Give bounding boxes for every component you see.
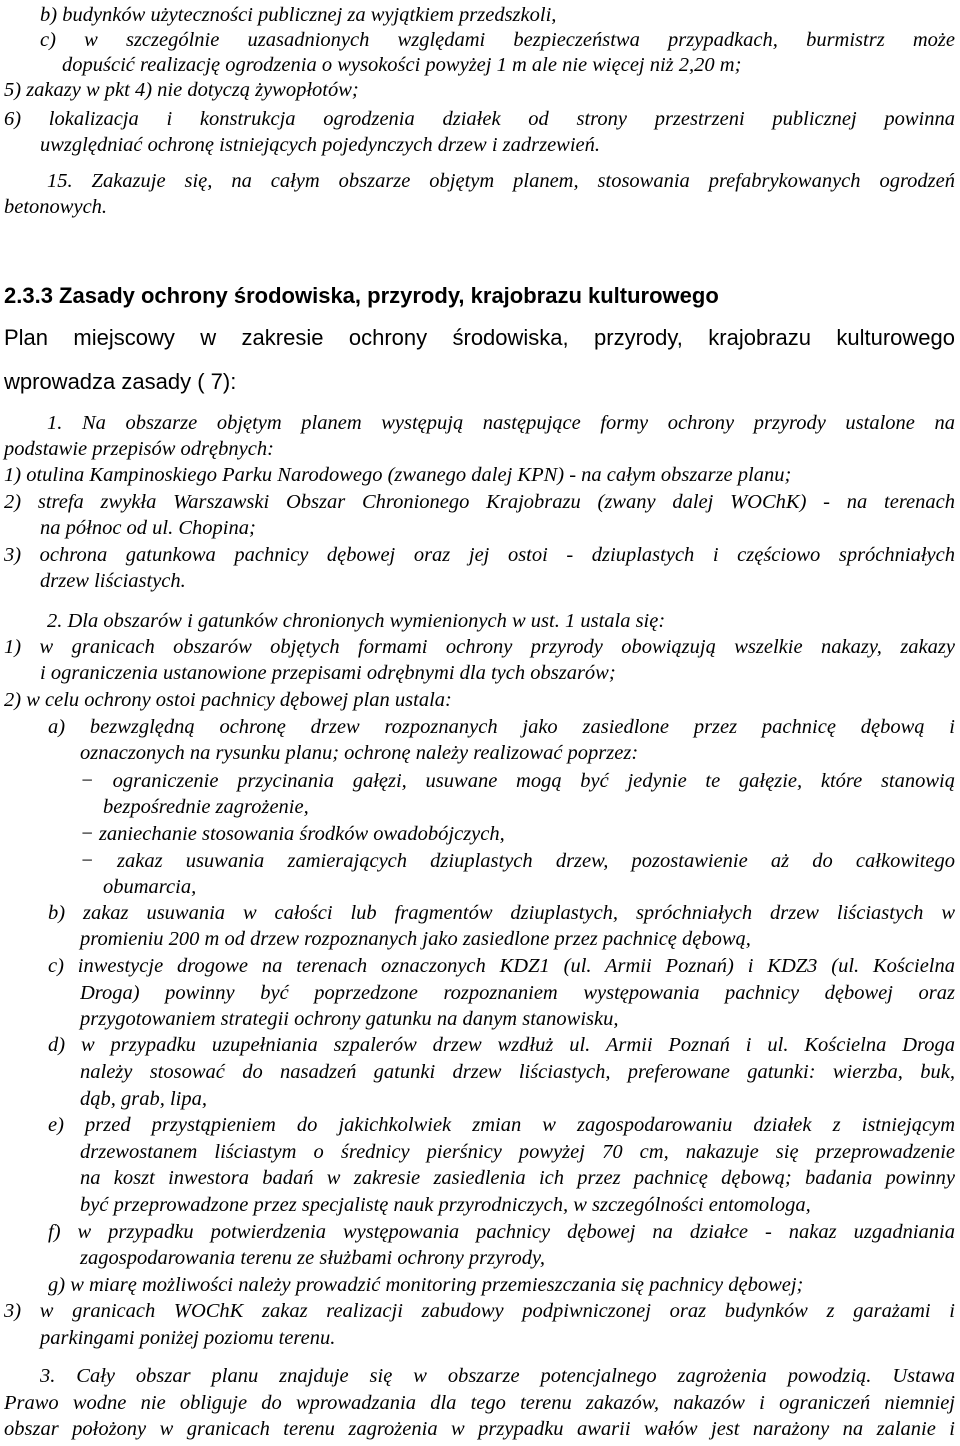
text-line: na północ od ul. Chopina; — [40, 517, 256, 539]
text-line: b) zakaz usuwania w całości lub fragmentów dziuplastych, spróchniałych drzew liściastych w — [48, 902, 955, 924]
text-line: na koszt inwestora badań w zakresie zasiedlenia ich przez pachnicę dębową; badania powinny — [80, 1167, 955, 1189]
text-line: a) bezwzględną ochronę drzew rozpoznanych jako zasiedlone przez pachnicę dębową i — [48, 716, 955, 738]
text-line: uwzględniać ochronę istniejących pojedynczych drzew i zadrzewień. — [40, 134, 601, 156]
text-line: 1. Na obszarze objętym planem występują następujące formy ochrony przyrody ustalone na — [47, 412, 955, 434]
text-line: parkingami poniżej poziomu terenu. — [40, 1327, 336, 1349]
text-line: − ograniczenie przycinania gałęzi, usuwane mogą być jedynie te gałęzie, które stanowią — [80, 770, 955, 792]
text-line: Droga) powinny być poprzedzone rozpoznaniem występowania pachnicy dębowej oraz — [80, 982, 955, 1004]
text-line: 5) zakazy w pkt 4) nie dotyczą żywopłotów; — [4, 79, 359, 101]
text-line: 2.3.3 Zasady ochrony środowiska, przyrody, krajobrazu kulturowego — [4, 283, 719, 308]
text-line: przygotowaniem strategii ochrony gatunku na danym stanowisku, — [80, 1008, 619, 1030]
text-line: Prawo wodne nie obliguje do wprowadzania dla tego terenu zakazów, nakazów i ograniczeń niemniej — [4, 1392, 955, 1414]
text-line: 1) otulina Kampinoskiego Parku Narodowego (zwanego dalej KPN) - na całym obszarze planu; — [4, 464, 792, 486]
text-line: być przeprowadzone przez specjalistę nauk przyrodniczych, w szczególności entomologa, — [80, 1194, 811, 1216]
text-line: 3) ochrona gatunkowa pachnicy dębowej oraz jej ostoi - dziuplastych i częściowo spróchniałych — [4, 544, 955, 566]
text-line: dąb, grab, lipa, — [80, 1088, 207, 1110]
text-line: e) przed przystąpieniem do jakichkolwiek zmian w zagospodarowaniu działek z istniejącym — [48, 1114, 955, 1136]
text-line: należy stosować do nasadzeń gatunki drzew liściastych, preferowane gatunki: wierzba, buk, — [80, 1061, 955, 1083]
text-line: b) budynków użyteczności publicznej za wyjątkiem przedszkoli, — [40, 4, 557, 26]
text-line: promieniu 200 m od drzew rozpoznanych jako zasiedlone przez pachnicę dębową, — [80, 928, 751, 950]
text-line: c) inwestycje drogowe na terenach oznaczonych KDZ1 (ul. Armii Poznań) i KDZ3 (ul. Kościelna — [48, 955, 955, 977]
text-line: drzewostanem liściastym o średnicy pierśnicy powyżej 70 cm, nakazuje się przeprowadzenie — [80, 1141, 955, 1163]
text-line: f) w przypadku potwierdzenia występowania pachnicy dębowej na działce - nakaz uzgadniania — [48, 1221, 955, 1243]
text-line: bezpośrednie zagrożenie, — [103, 796, 309, 818]
text-line: Plan miejscowy w zakresie ochrony środowiska, przyrody, krajobrazu kulturowego — [4, 325, 955, 350]
text-line: 2) strefa zwykła Warszawski Obszar Chronionego Krajobrazu (zwany dalej WOChK) - na terenach — [4, 491, 955, 513]
text-line: 2) w celu ochrony ostoi pachnicy dębowej plan ustala: — [4, 689, 452, 711]
text-line: 15. Zakazuje się, na całym obszarze objętym planem, stosowania prefabrykowanych ogrodzeń — [47, 170, 955, 192]
text-line: g) w miarę możliwości należy prowadzić monitoring przemieszczania się pachnicy dębowej; — [48, 1274, 804, 1296]
text-line: d) w przypadku uzupełniania szpalerów drzew wzdłuż ul. Armii Poznań i ul. Kościelna Droga — [48, 1034, 955, 1056]
text-line: 1) w granicach obszarów objętych formami ochrony przyrody obowiązują wszelkie nakazy, zakazy — [4, 636, 955, 658]
text-line: obszar położony w granicach terenu zagrożenia w przypadku awarii wałów jest narażony na zalanie i — [4, 1418, 955, 1440]
text-line: 2. Dla obszarów i gatunków chronionych wymienionych w ust. 1 ustala się: — [47, 610, 666, 632]
text-line: betonowych. — [4, 196, 108, 218]
text-line: i ograniczenia ustanowione przepisami odrębnymi dla tych obszarów; — [40, 662, 616, 684]
text-line: − zaniechanie stosowania środków owadobójczych, — [80, 823, 505, 845]
text-line: 3) w granicach WOChK zakaz realizacji zabudowy podpiwniczonej oraz budynków z garażami i — [4, 1300, 955, 1322]
text-line: obumarcia, — [103, 876, 197, 898]
text-line: oznaczonych na rysunku planu; ochronę należy realizować poprzez: — [80, 742, 639, 764]
text-line: dopuścić realizację ogrodzenia o wysokości powyżej 1 m ale nie więcej niż 2,20 m; — [62, 54, 742, 76]
text-line: 3. Cały obszar planu znajduje się w obszarze potencjalnego zagrożenia powodzią. Ustawa — [40, 1365, 955, 1387]
text-line: podstawie przepisów odrębnych: — [4, 438, 274, 460]
text-line: zagospodarowania terenu ze służbami ochrony przyrody, — [80, 1247, 546, 1269]
text-line: − zakaz usuwania zamierających dziuplastych drzew, pozostawienie aż do całkowitego — [80, 850, 955, 872]
text-line: drzew liściastych. — [40, 570, 186, 592]
text-line: 6) lokalizacja i konstrukcja ogrodzenia działek od strony przestrzeni publicznej powinna — [4, 108, 955, 130]
text-line: wprowadza zasady ( 7): — [4, 369, 237, 394]
text-line: c) w szczególnie uzasadnionych względami bezpieczeństwa przypadkach, burmistrz może — [40, 29, 955, 51]
